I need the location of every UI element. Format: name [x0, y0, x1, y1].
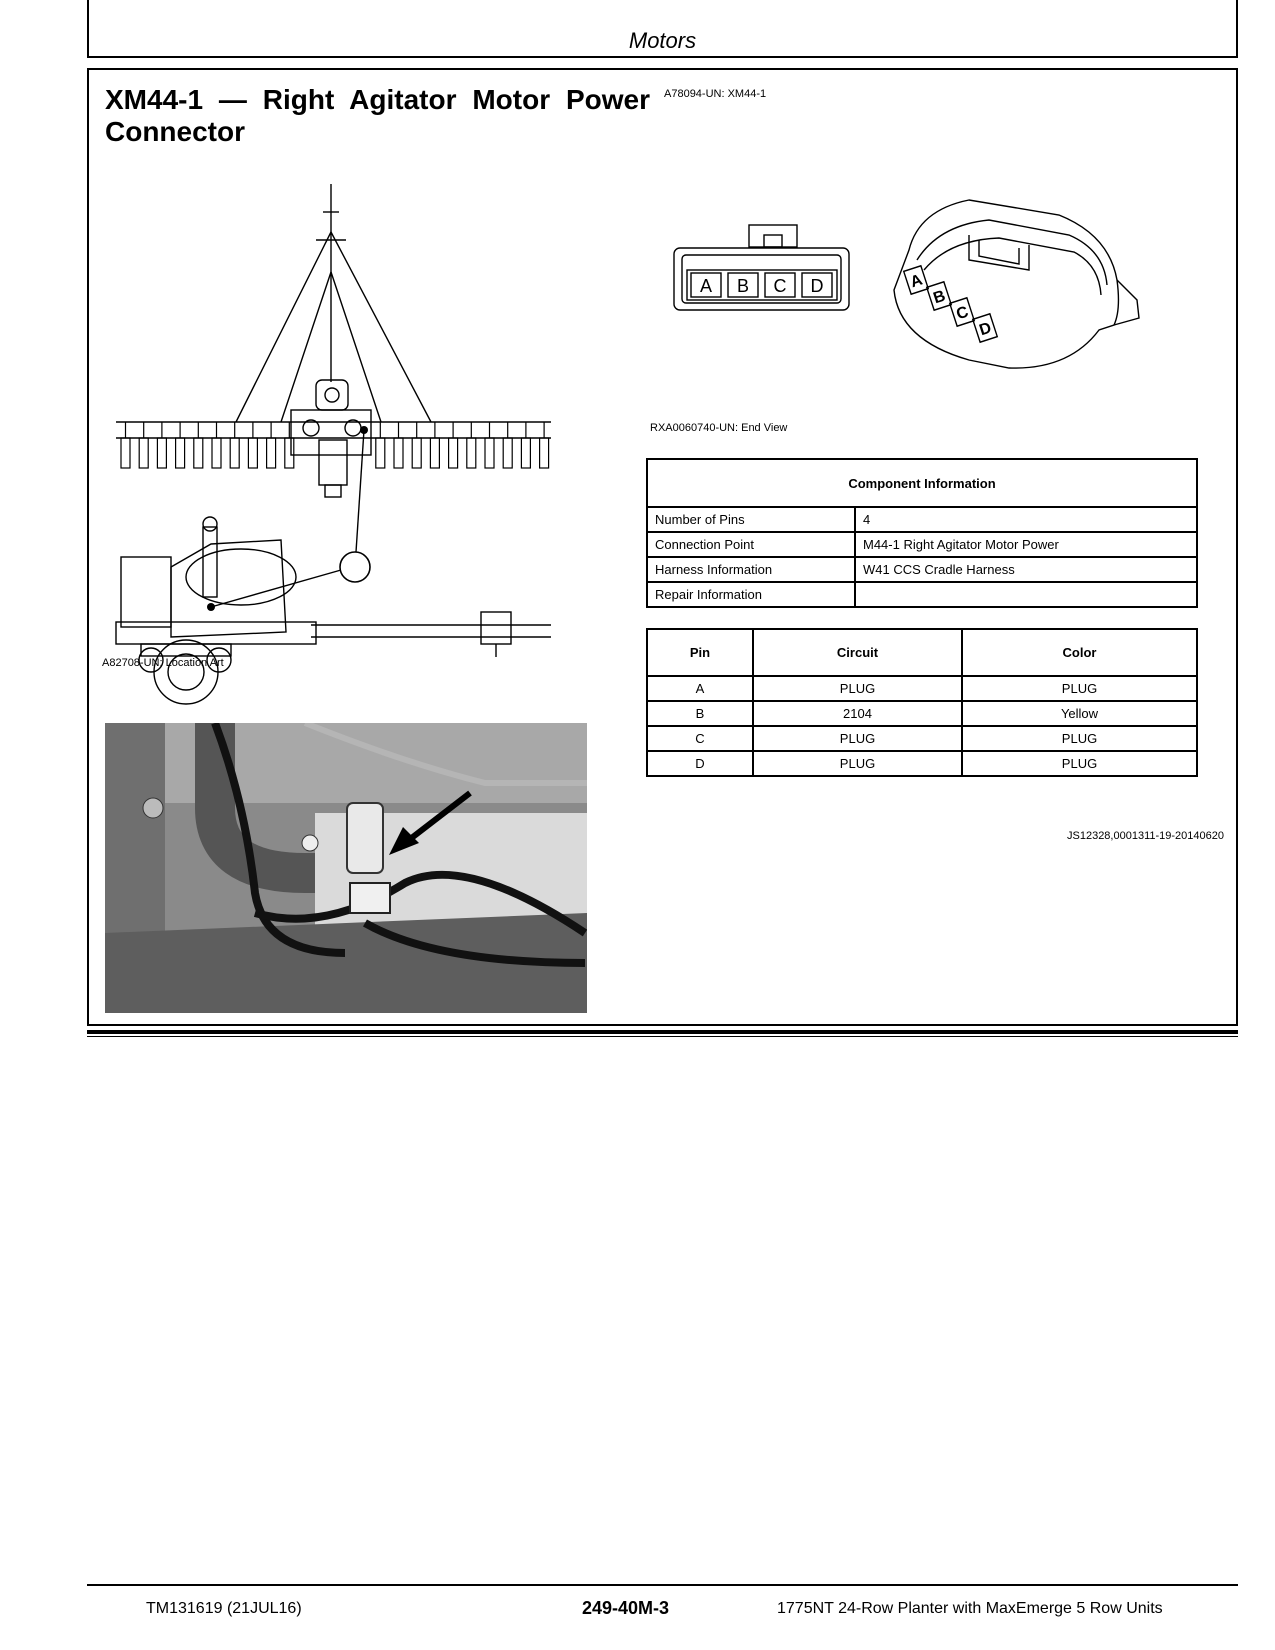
table-row	[647, 726, 1197, 751]
table-row	[647, 532, 1197, 557]
table-row	[647, 676, 1197, 701]
pin-cell: B	[647, 701, 753, 726]
table-row	[647, 507, 1197, 532]
connector-photo	[105, 723, 587, 1013]
info-label: Harness Information	[647, 557, 855, 582]
connector-pin-label: B	[931, 287, 948, 308]
footer-doc-number: TM131619 (21JUL16)	[146, 1600, 302, 1617]
connector-pin-label: A	[908, 271, 925, 292]
table-row	[647, 557, 1197, 582]
info-value: M44-1 Right Agitator Motor Power	[855, 532, 1197, 557]
info-label: Repair Information	[647, 582, 855, 607]
section-name: Motors	[628, 28, 697, 53]
footer-manual-title: 1775NT 24-Row Planter with MaxEmerge 5 Row Units	[777, 1600, 1163, 1617]
connector-pin-label: D	[810, 276, 824, 296]
location-art-caption: A82708-UN: Location Art	[102, 657, 224, 669]
page-title: XM44-1 — Right Agitator Motor Power Connector	[105, 84, 650, 147]
connector-pin-label: B	[736, 276, 750, 296]
connector-end-view	[669, 190, 1159, 430]
color-cell: PLUG	[962, 676, 1197, 701]
color-cell: PLUG	[962, 726, 1197, 751]
pin-cell: C	[647, 726, 753, 751]
info-value	[855, 582, 1197, 607]
content-box	[87, 68, 1238, 1026]
circuit-cell: 2104	[753, 701, 962, 726]
figure-caption-connector: A78094-UN: XM44-1	[664, 88, 767, 100]
table-row	[647, 751, 1197, 776]
connector-pin-label: A	[699, 276, 713, 296]
color-cell: PLUG	[962, 751, 1197, 776]
info-label: Number of Pins	[647, 507, 855, 532]
color-header: Color	[962, 629, 1197, 676]
table-row	[647, 701, 1197, 726]
component-info-table	[646, 458, 1198, 608]
section-divider	[87, 1030, 1238, 1034]
circuit-cell: PLUG	[753, 676, 962, 701]
footer-rule	[87, 1584, 1238, 1586]
location-art	[111, 182, 591, 712]
end-view-caption: RXA0060740-UN: End View	[650, 422, 788, 434]
header-box	[87, 0, 1238, 58]
circuit-cell: PLUG	[753, 726, 962, 751]
info-label: Connection Point	[647, 532, 855, 557]
page-number: 249-40M-3	[582, 1598, 670, 1618]
info-value: W41 CCS Cradle Harness	[855, 557, 1197, 582]
component-info-heading: Component Information	[647, 459, 1197, 507]
info-value: 4	[855, 507, 1197, 532]
circuit-cell: PLUG	[753, 751, 962, 776]
circuit-header: Circuit	[753, 629, 962, 676]
connector-pin-label: D	[977, 319, 994, 340]
pin-cell: D	[647, 751, 753, 776]
pin-cell: A	[647, 676, 753, 701]
document-id: JS12328,0001311-19-20140620	[1067, 830, 1224, 842]
connector-pin-label: C	[773, 276, 787, 296]
pin-table	[646, 628, 1198, 777]
connector-pin-label: C	[954, 303, 971, 324]
pin-header: Pin	[647, 629, 753, 676]
section-divider-thin	[87, 1036, 1238, 1037]
table-row	[647, 582, 1197, 607]
color-cell: Yellow	[962, 701, 1197, 726]
